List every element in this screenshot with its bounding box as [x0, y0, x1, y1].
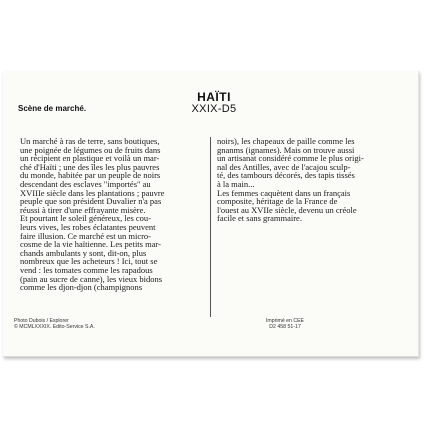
- text-line: gnanms (ignames). Mais on trouve aussi: [217, 144, 355, 155]
- text-line: nombreux que les acheteurs ! Ici, tout se: [20, 256, 158, 267]
- print-code-line: D2 458 51-17: [269, 324, 301, 330]
- reference-code: XXIX-D5: [191, 103, 237, 115]
- print-info: [254, 318, 316, 330]
- text-line: peuple que son président Duvalier n'a pas: [20, 196, 162, 207]
- text-line: du monde, habitée par un peuple de noirs: [20, 170, 161, 181]
- text-line: réussi à tirer d'une effrayante misère.: [20, 204, 146, 215]
- text-line: descendant des esclaves "importés" au: [20, 178, 151, 189]
- text-line: chands ambulants y sont, dit-on, plus: [20, 247, 147, 258]
- text-line: Et pourtant le soleil généreux, les cou-: [20, 213, 151, 224]
- printed-in-line: Imprimé en CEE: [265, 318, 305, 324]
- text-line: ché d'Haïti ; une des îles les plus pauvres: [20, 161, 160, 172]
- text-column-right: [217, 137, 401, 223]
- text-line: l'ouest au XVIIe siècle, devenu un créole: [217, 204, 357, 215]
- text-line: faire illusion. Ce marché est un micro-: [20, 230, 151, 241]
- text-line: XVIIIe siècle dans les plantations ; pauvre: [20, 187, 165, 198]
- text-line: à la main...: [217, 178, 255, 189]
- text-column-left: [20, 137, 207, 292]
- photo-caption: Scène de marché.: [18, 104, 87, 113]
- text-line: comme les djon-djon (champignons: [20, 282, 143, 293]
- text-line: (pain au sucre de canne), les vieux bidons: [20, 273, 163, 284]
- text-line: té, des tambours décorés, des tapis tissés: [217, 170, 355, 181]
- text-line: noirs), les chapeaux de paille comme les: [217, 136, 355, 146]
- text-line: une poignée de légumes ou de fruits dans: [20, 144, 161, 155]
- text-line: composite, héritage de la France de: [217, 196, 338, 207]
- text-line: leurs vives, les robes éclatantes peuvent: [20, 221, 156, 232]
- column-divider: [210, 137, 211, 317]
- text-line: facile et sans grammaire.: [217, 213, 302, 224]
- text-line: Les femmes caquètent dans un français: [217, 187, 351, 198]
- copyright-line: © MCMLXXXIX. Edito-Service S.A.: [14, 324, 95, 330]
- text-line: un récipient en plastique et voilà un mar-: [20, 153, 160, 164]
- text-line: cosme de la vie haïtienne. Les petits mar-: [20, 239, 161, 250]
- photo-credits: [14, 318, 95, 330]
- page-title: HAÏTI: [197, 90, 231, 104]
- text-line: nal des Antilles, avec de l'acajou sculp-: [217, 161, 351, 172]
- text-line: un artisanat considéré comme le plus origi-: [217, 153, 364, 164]
- text-line: vend : les tomates comme les rapadous: [20, 264, 153, 275]
- photo-credit-line: Photo Dubois / Explorer: [14, 318, 69, 324]
- text-line: Un marché à ras de terre, sans boutiques,: [20, 136, 160, 146]
